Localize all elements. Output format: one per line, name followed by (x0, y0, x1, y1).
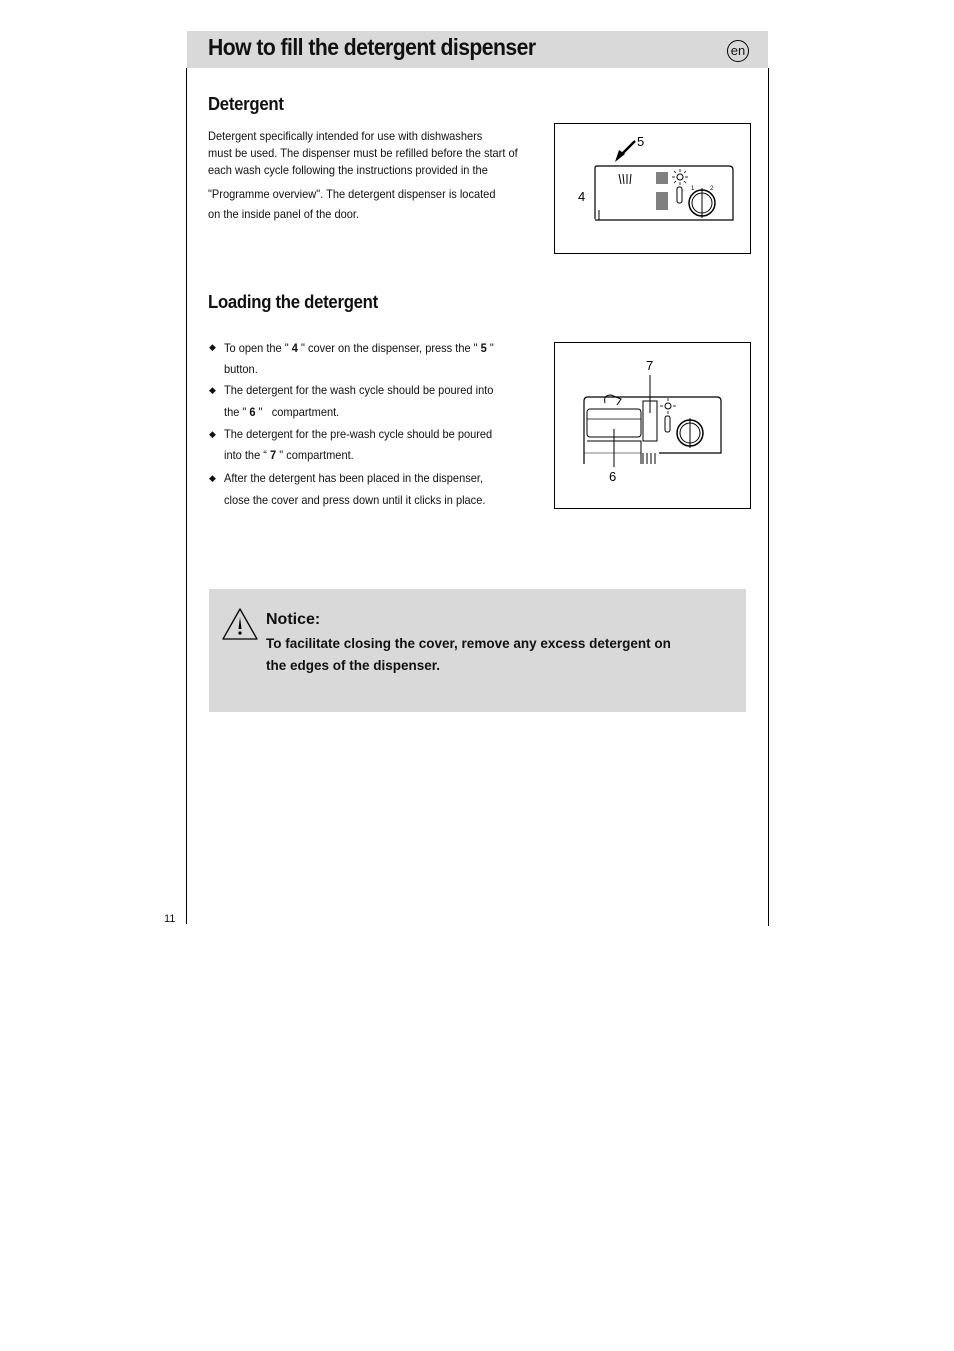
detergent-text-line: "Programme overview". The detergent dispenser is located (208, 187, 496, 201)
bullet-diamond: ◆ (209, 342, 216, 352)
loading-heading: Loading the detergent (208, 292, 378, 312)
page-title: How to fill the detergent dispenser (208, 34, 536, 60)
label-cover-4: 4 (578, 189, 586, 204)
left-margin-rule (186, 68, 187, 924)
bullet-1-line-1: To open the " 4 " cover on the dispenser, press the " 5 " (224, 341, 494, 355)
bullet-diamond: ◆ (209, 385, 216, 395)
notice-title: Notice: (266, 611, 321, 628)
bullet-3-line-1: The detergent for the pre-wash cycle should be poured (224, 427, 493, 441)
bullet-2-line-2: the " 6 " compartment. (224, 405, 340, 419)
page-number: 11 (164, 913, 176, 925)
detergent-text-line: each wash cycle following the instructions provided in the (208, 163, 488, 177)
language-badge: en (727, 40, 749, 62)
detergent-text-line: on the inside panel of the door. (208, 207, 360, 221)
bullet-2-line-1: The detergent for the wash cycle should be poured into (224, 383, 494, 397)
dispenser-open-figure (554, 342, 751, 509)
notice-text-line: the edges of the dispenser. (266, 658, 441, 673)
label-button-5: 5 (637, 134, 645, 149)
bullet-4-line-1: After the detergent has been placed in the dispenser, (224, 471, 484, 485)
warning-triangle-icon (221, 607, 259, 641)
svg-text:1: 1 (691, 186, 695, 192)
bullet-diamond: ◆ (209, 473, 216, 483)
bullet-1-line-2: button. (224, 362, 258, 376)
svg-text:2: 2 (710, 186, 714, 192)
bullet-3-line-2: into the “ 7 " compartment. (224, 448, 354, 462)
dispenser-open-drawing (555, 343, 750, 508)
detergent-text-line: must be used. The dispenser must be refilled before the start of (208, 146, 518, 160)
label-prewash-7: 7 (646, 358, 654, 373)
notice-text-line: To facilitate closing the cover, remove any excess detergent on (266, 636, 671, 651)
dispenser-closed-drawing (555, 124, 750, 253)
bullet-4-line-2: close the cover and press down until it clicks in place. (224, 493, 486, 507)
right-margin-rule (768, 68, 769, 926)
detergent-heading: Detergent (208, 94, 284, 114)
label-wash-6: 6 (609, 469, 617, 484)
detergent-text-line: Detergent specifically intended for use with dishwashers (208, 129, 483, 143)
dispenser-closed-figure (554, 123, 751, 254)
bullet-diamond: ◆ (209, 429, 216, 439)
